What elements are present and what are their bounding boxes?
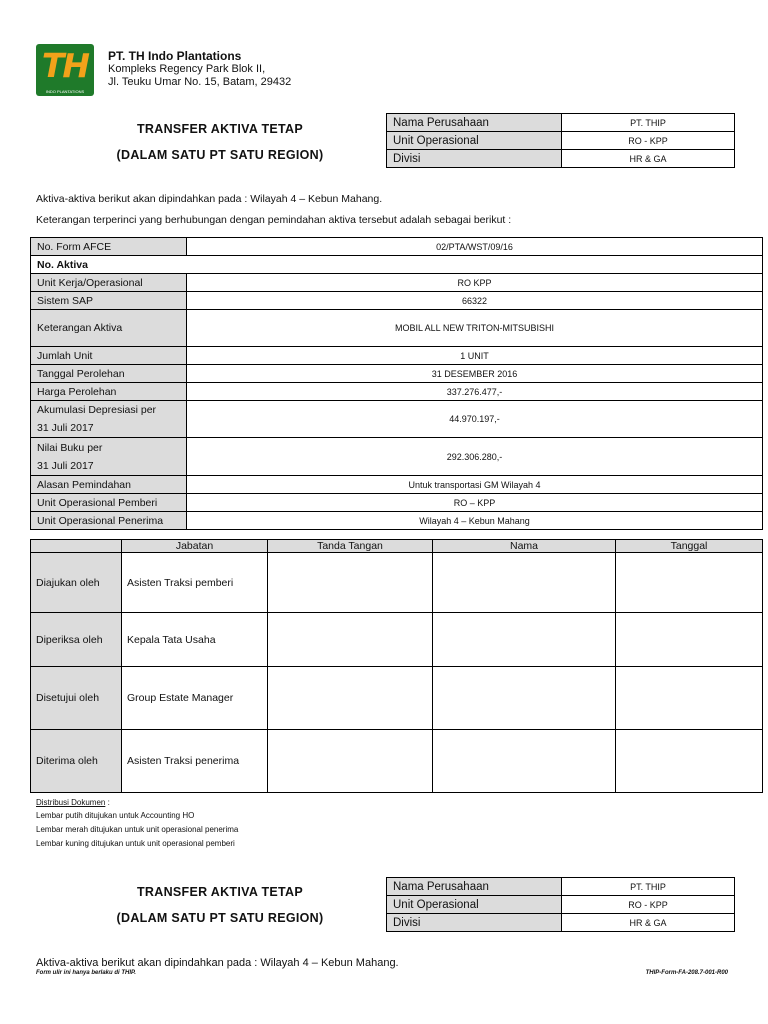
intro-text-copy: Aktiva-aktiva berikut akan dipindahkan pada : Wilayah 4 – Kebun Mahang. (36, 957, 399, 969)
info-row (387, 132, 735, 150)
distribution-line: Lembar putih ditujukan untuk Accounting HO (36, 811, 195, 820)
company-logo (36, 44, 94, 96)
quantity-label: Jumlah Unit (31, 347, 187, 365)
logo-mark: TH (41, 46, 89, 85)
receiver-unit-label: Unit Operasional Penerima (31, 512, 187, 530)
logo-subtext: INDO PLANTATIONS (45, 89, 85, 94)
signature-cell[interactable] (268, 613, 433, 667)
signature-cell[interactable] (268, 553, 433, 613)
info-label: Divisi (387, 150, 562, 168)
approval-role: Diajukan oleh (31, 553, 122, 613)
form-title-line1: TRANSFER AKTIVA TETAP (136, 122, 304, 136)
acquisition-price-label: Harga Perolehan (31, 383, 187, 401)
info-row (387, 878, 735, 896)
unit-label: Unit Kerja/Operasional (31, 274, 187, 292)
name-cell[interactable] (433, 730, 616, 793)
approval-header: Tanda Tangan (268, 540, 433, 553)
signature-cell[interactable] (268, 667, 433, 730)
date-cell[interactable] (616, 730, 763, 793)
form-title-line1-copy: TRANSFER AKTIVA TETAP (136, 885, 304, 899)
footer-note: Form ulir ini hanya berlaku di THIP. (36, 970, 136, 976)
table-row (31, 494, 763, 512)
info-value: RO - KPP (562, 132, 735, 150)
table-row (31, 292, 763, 310)
company-address-line2: Jl. Teuku Umar No. 15, Batam, 29432 (108, 76, 292, 88)
table-row (31, 438, 763, 476)
approval-header-row (31, 540, 763, 553)
asset-details-table (30, 237, 763, 530)
info-row (387, 150, 735, 168)
unit-value: RO KPP (187, 274, 763, 292)
date-cell[interactable] (616, 553, 763, 613)
approval-position: Group Estate Manager (122, 667, 268, 730)
form-code: THIP-Form-FA-208.7-001-R00 (645, 970, 728, 976)
approval-row (31, 553, 763, 613)
info-value: HR & GA (562, 150, 735, 168)
acquisition-price-value: 337.276.477,- (187, 383, 763, 401)
approval-header (31, 540, 122, 553)
depreciation-label-line2: 31 Juli 2017 (37, 422, 94, 434)
quantity-value: 1 UNIT (187, 347, 763, 365)
date-cell[interactable] (616, 613, 763, 667)
distribution-line: Lembar merah ditujukan untuk unit operasional penerima (36, 825, 239, 834)
approval-position: Asisten Traksi penerima (122, 730, 268, 793)
info-row (387, 896, 735, 914)
approval-header: Tanggal (616, 540, 763, 553)
form-no-value: 02/PTA/WST/09/16 (187, 238, 763, 256)
giver-unit-value: RO – KPP (187, 494, 763, 512)
acquisition-date-label: Tanggal Perolehan (31, 365, 187, 383)
info-value: PT. THIP (562, 878, 735, 896)
approval-header: Nama (433, 540, 616, 553)
table-row (31, 365, 763, 383)
table-row (31, 383, 763, 401)
company-info-box (386, 113, 735, 168)
reason-value: Untuk transportasi GM Wilayah 4 (187, 476, 763, 494)
table-row (31, 274, 763, 292)
description-value: MOBIL ALL NEW TRITON-MITSUBISHI (187, 310, 763, 347)
company-name: PT. TH Indo Plantations (108, 49, 242, 63)
info-label: Unit Operasional (387, 132, 562, 150)
table-row (31, 256, 763, 274)
book-value-value: 292.306.280,- (187, 438, 763, 476)
detail-intro-text: Keterangan terperinci yang berhubungan dengan pemindahan aktiva tersebut adalah sebagai berikut : (36, 214, 512, 226)
info-value: HR & GA (562, 914, 735, 932)
table-row (31, 476, 763, 494)
date-cell[interactable] (616, 667, 763, 730)
receiver-unit-value: Wilayah 4 – Kebun Mahang (187, 512, 763, 530)
company-info-box-copy (386, 877, 735, 932)
reason-label: Alasan Pemindahan (31, 476, 187, 494)
info-label: Divisi (387, 914, 562, 932)
sap-label: Sistem SAP (31, 292, 187, 310)
approval-role: Diperiksa oleh (31, 613, 122, 667)
name-cell[interactable] (433, 667, 616, 730)
signature-cell[interactable] (268, 730, 433, 793)
depreciation-value: 44.970.197,- (187, 401, 763, 438)
distribution-line: Lembar kuning ditujukan untuk unit operasional pemberi (36, 839, 235, 848)
table-row (31, 401, 763, 438)
form-title-line2: (DALAM SATU PT SATU REGION) (116, 148, 324, 162)
approval-role: Disetujui oleh (31, 667, 122, 730)
table-row (31, 347, 763, 365)
distribution-heading (36, 798, 110, 807)
table-row (31, 310, 763, 347)
info-value: RO - KPP (562, 896, 735, 914)
table-row (31, 512, 763, 530)
form-no-label: No. Form AFCE (31, 238, 187, 256)
approval-role: Diterima oleh (31, 730, 122, 793)
company-address-line1: Kompleks Regency Park Blok II, (108, 63, 266, 75)
distribution-title: Distribusi Dokumen (36, 798, 106, 807)
description-label: Keterangan Aktiva (31, 310, 187, 347)
book-value-label-line2: 31 Juli 2017 (37, 459, 94, 472)
distribution-colon: : (105, 798, 110, 807)
info-row (387, 914, 735, 932)
name-cell[interactable] (433, 553, 616, 613)
approval-position: Asisten Traksi pemberi (122, 553, 268, 613)
approval-header: Jabatan (122, 540, 268, 553)
depreciation-label-line1: Akumulasi Depresiasi per (37, 404, 157, 416)
approval-table (30, 539, 763, 793)
asset-no-label: No. Aktiva (31, 256, 763, 274)
depreciation-label (31, 401, 187, 438)
sap-value: 66322 (187, 292, 763, 310)
info-label: Nama Perusahaan (387, 878, 562, 896)
info-label: Unit Operasional (387, 896, 562, 914)
intro-text: Aktiva-aktiva berikut akan dipindahkan pada : Wilayah 4 – Kebun Mahang. (36, 193, 383, 205)
book-value-label-line1: Nilai Buku per (37, 441, 103, 454)
book-value-label (31, 438, 187, 476)
name-cell[interactable] (433, 613, 616, 667)
info-row (387, 114, 735, 132)
approval-row (31, 730, 763, 793)
giver-unit-label: Unit Operasional Pemberi (31, 494, 187, 512)
form-title-line2-copy: (DALAM SATU PT SATU REGION) (116, 911, 324, 925)
info-label: Nama Perusahaan (387, 114, 562, 132)
table-row (31, 238, 763, 256)
acquisition-date-value: 31 DESEMBER 2016 (187, 365, 763, 383)
approval-row (31, 613, 763, 667)
info-value: PT. THIP (562, 114, 735, 132)
approval-position: Kepala Tata Usaha (122, 613, 268, 667)
approval-row (31, 667, 763, 730)
